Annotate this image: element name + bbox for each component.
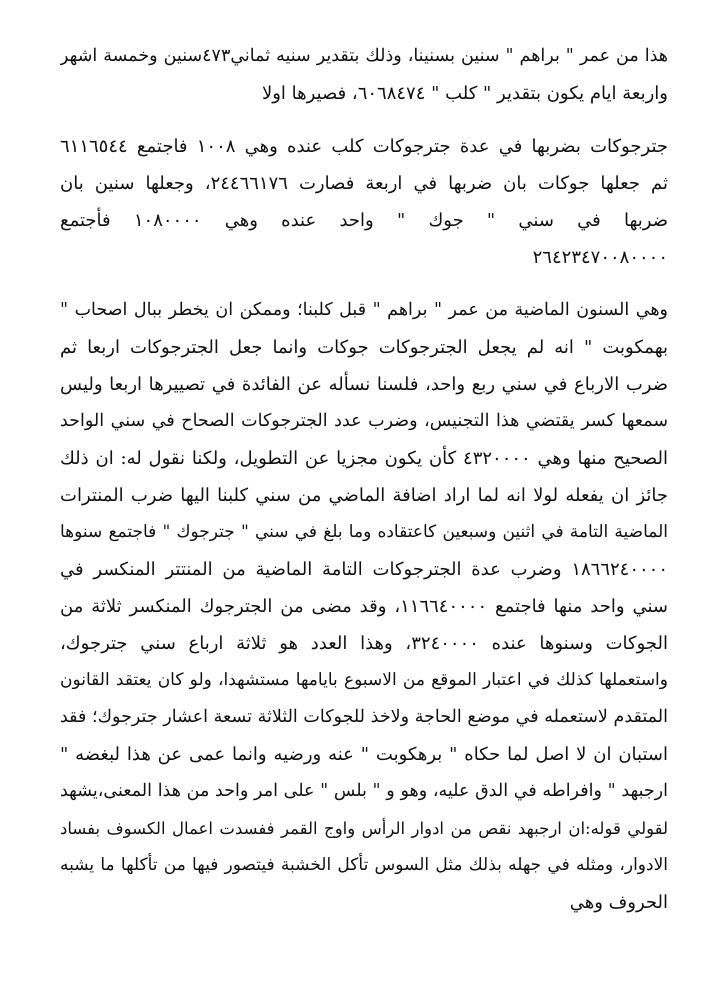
text-line: ٢٦٤٢٣٤٧٠٠٨٠٠٠٠ xyxy=(532,247,668,268)
text-line: الصحيح منها وهي ٤٣٢٠٠٠٠ كأن يكون مجزيا عن التطويل، ولكنا نقول له: ان ذلك xyxy=(60,448,668,469)
text-line: ١٨٦٦٢٤٠٠٠٠ وضرب عدة الجترجوكات التامة الماضية من المنتتر المنكسر في xyxy=(60,559,668,580)
text-line: المتقدم لاستعمله في موضع الحاجة ولاخذ للجوكات الثلاثة تسعة اعشار جترجوك؛ فقد xyxy=(60,707,668,727)
text-line: بهمكوبت " انه لم يجعل الجترجوكات جوكات وانما جعل الجترجوكات اربعا ثم xyxy=(60,337,668,358)
text-line: واستعملها كذلك في اعتبار الموقع من الاسبوع بايامها مستشهدا، ولو كان يعتقد القانون xyxy=(60,670,668,690)
text-line: الجوكات وسنوها عنده ٣٢٤٠٠٠٠، وهذا العدد هو ثلاثة ارباع سني جترجوك، xyxy=(60,633,668,654)
text-line: ضرب الارباع في سني ربع واحد، فلسنا نسأله عن الفائدة في تصييرها اربعا وليس xyxy=(60,374,668,395)
paragraph-1 xyxy=(60,38,668,112)
document-page xyxy=(60,38,668,921)
paragraph-3 xyxy=(60,292,668,921)
text-line: ارجبهد " وافراطه في الدق عليه، وهو و " بلس " على امر واحد من هذا المعنى،يشهد xyxy=(60,781,668,801)
text-line: استبان ان لا اصل لما حكاه " برهكوبت " عنه ورضيه وانما عمى عن هذا لبغضه " xyxy=(60,744,668,765)
paragraph-2 xyxy=(60,128,668,276)
text-line: هذا من عمر " براهم " سنين بسنينا، وذلك بتقدير سنيه ثماني٤٧٣سنين وخمسة اشهر xyxy=(60,46,668,66)
text-line: وهي السنون الماضية من عمر " براهم " قبل كلبنا؛ وممكن ان يخطر ببال اصحاب " xyxy=(60,300,668,320)
text-line: الادوار، ومثله في جهله بذلك مثل السوس تأكل الخشبة فيتصور فيها من تأكلها ما يشبه xyxy=(60,855,668,875)
text-line: الحروف وهي xyxy=(569,892,668,913)
text-line: ثم جعلها جوكات بان ضربها في اربعة فصارت ٢٤٤٦٦١٧٦، وجعلها سنين بان xyxy=(60,173,668,194)
text-line: الماضية التامة في اثنين وسبعين كاعتقاده وما بلغ في سني " جترجوك " فاجتمع سنوها xyxy=(60,522,668,542)
text-line: لقولي قوله:ان ارجبهد نقص من ادوار الرأس واوج القمر ففسدت اعمال الكسوف بفساد xyxy=(60,819,668,838)
text-line: ضربها في سني " جوك " واحد عنده وهي ١٠٨٠٠٠٠ فأجتمع xyxy=(60,210,668,231)
text-line: واربعة ايام يكون بتقدير " كلب " ٦٠٦٨٤٧٤، فصيرها اولا xyxy=(261,83,668,104)
text-line: جترجوكات بضربها في عدة جترجوكات كلب عنده وهي ١٠٠٨ فاجتمع ٦١١٦٥٤٤ xyxy=(60,136,668,157)
text-line: جائز ان يفعله لولا انه لما اراد اضافة الماضي من سني كلبنا اليها ضرب المنترات xyxy=(60,485,668,506)
text-line: سني واحد منها فاجتمع ١١٦٦٤٠٠٠٠، وقد مضى من الجترجوك المنكسر ثلاثة من xyxy=(60,596,668,617)
text-line: سمعها كسر يقتضي هذا التجنيس، وضرب عدد الجترجوكات الصحاح في سني الواحد xyxy=(60,411,668,431)
